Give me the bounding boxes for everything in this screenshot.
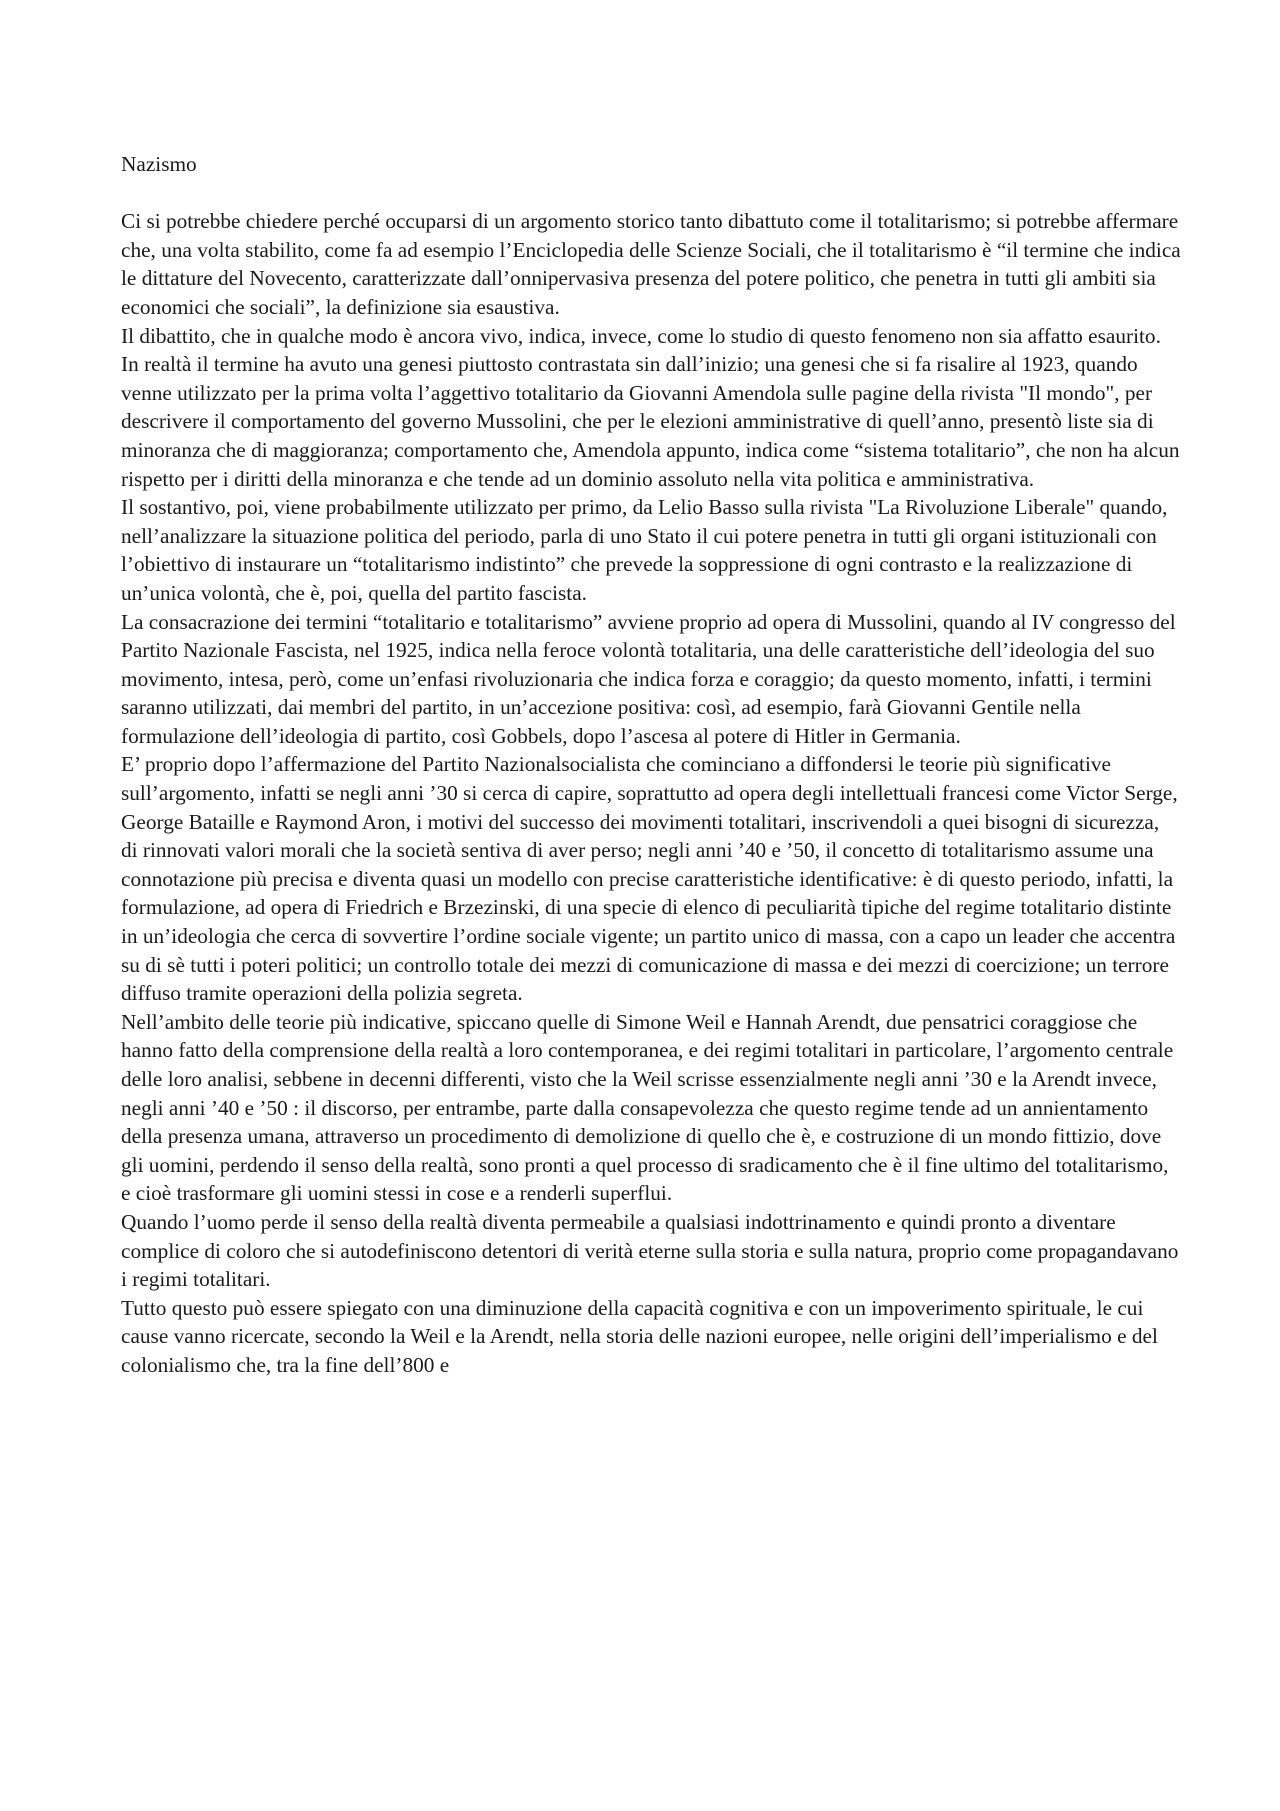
paragraph-7: Nell’ambito delle teorie più indicative, spiccano quelle di Simone Weil e Hannah Arendt, due pensatrici coraggiose che hanno fatto della comprensione della realtà a loro contemporanea, e dei regimi totalitari in particolare, l’argomento centrale delle loro analisi, sebbene in decenni differenti, visto che la Weil scrisse essenzialmente negli anni ’30 e la Arendt invece, negli anni ’40 e ’50 : il discorso, per entrambe, parte dalla consapevolezza che questo regime tende ad un annientamento della presenza umana, attraverso un procedimento di demolizione di quello che è, e costruzione di un mondo fittizio, dove gli uomini, perdendo il senso della realtà, sono pronti a quel processo di sradicamento che è il fine ultimo del totalitarismo, e cioè trasformare gli uomini stessi in cose e a renderli superflui.: [121, 1009, 1174, 1206]
paragraph-1: Ci si potrebbe chiedere perché occuparsi di un argomento storico tanto dibattuto come il totalitarismo; si potrebbe affermare che, una volta stabilito, come fa ad esempio l’Enciclopedia delle Scienze Sociali, che il totalitarismo è “il termine che indica le dittature del Novecento, caratterizzate dall’onnipervasiva presenza del potere politico, che penetra in tutti gli ambiti sia economici che sociali”, la definizione sia esaustiva.: [121, 209, 1181, 319]
document-title: Nazismo: [121, 152, 197, 176]
paragraph-6: E’ proprio dopo l’affermazione del Partito Nazionalsocialista che cominciano a diffondersi le teorie più significative sull’argomento, infatti se negli anni ’30 si cerca di capire, soprattutto ad opera degli intellettuali francesi come Victor Serge, George Bataille e Raymond Aron, i motivi del successo dei movimenti totalitari, inscrivendoli a quei bisogni di sicurezza, di rinnovati valori morali che la società sentiva di aver perso; negli anni ’40 e ’50, il concetto di totalitarismo assume una connotazione più precisa e diventa quasi un modello con precise caratteristiche identificative: è di questo periodo, infatti, la formulazione, ad opera di Friedrich e Brzezinski, di una specie di elenco di peculiarità tipiche del regime totalitario distinte in un’ideologia che cerca di sovvertire l’ordine sociale vigente; un partito unico di massa, con a capo un leader che accentra su di sè tutti i poteri politici; un controllo totale dei mezzi di comunicazione di massa e dei mezzi di coercizione; un terrore diffuso tramite operazioni della polizia segreta.: [121, 752, 1178, 1006]
paragraph-8: Quando l’uomo perde il senso della realtà diventa permeabile a qualsiasi indottrinamento e quindi pronto a diventare complice di coloro che si autodefiniscono detentori di verità eterne sulla storia e sulla natura, proprio come propagandavano i regimi totalitari.: [121, 1209, 1179, 1292]
paragraph-2: Il dibattito, che in qualche modo è ancora vivo, indica, invece, come lo studio di questo fenomeno non sia affatto esaurito.: [121, 323, 1161, 348]
paragraph-3: In realtà il termine ha avuto una genesi piuttosto contrastata sin dall’inizio; una genesi che si fa risalire al 1923, quando venne utilizzato per la prima volta l’aggettivo totalitario da Giovanni Amendola sulle pagine della rivista "Il mondo", per descrivere il comportamento del governo Mussolini, che per le elezioni amministrative di quell’anno, presentò liste sia di minoranza che di maggioranza; comportamento che, Amendola appunto, indica come “sistema totalitario”, che non ha alcun rispetto per i diritti della minoranza e che tende ad un dominio assoluto nella vita politica e amministrativa.: [121, 352, 1180, 491]
paragraph-5: La consacrazione dei termini “totalitario e totalitarismo” avviene proprio ad opera di Mussolini, quando al IV congresso del Partito Nazionale Fascista, nel 1925, indica nella feroce volontà totalitaria, una delle caratteristiche dell’ideologia del suo movimento, intesa, però, come un’enfasi rivoluzionaria che indica forza e coraggio; da questo momento, infatti, i termini saranno utilizzati, dai membri del partito, in un’accezione positiva: così, ad esempio, farà Giovanni Gentile nella formulazione dell’ideologia di partito, così Gobbels, dopo l’ascesa al potere di Hitler in Germania.: [121, 609, 1176, 748]
document-body: [121, 150, 1181, 1380]
paragraph-4: Il sostantivo, poi, viene probabilmente utilizzato per primo, da Lelio Basso sulla rivista "La Rivoluzione Liberale" quando, nell’analizzare la situazione politica del periodo, parla di uno Stato il cui potere penetra in tutti gli organi istituzionali con l’obiettivo di instaurare un “totalitarismo indistinto” che prevede la soppressione di ogni contrasto e la realizzazione di un’unica volontà, che è, poi, quella del partito fascista.: [121, 495, 1168, 605]
paragraph-9: Tutto questo può essere spiegato con una diminuzione della capacità cognitiva e con un impoverimento spirituale, le cui cause vanno ricercate, secondo la Weil e la Arendt, nella storia delle nazioni europee, nelle origini dell’imperialismo e del colonialismo che, tra la fine dell’800 e: [121, 1295, 1158, 1377]
